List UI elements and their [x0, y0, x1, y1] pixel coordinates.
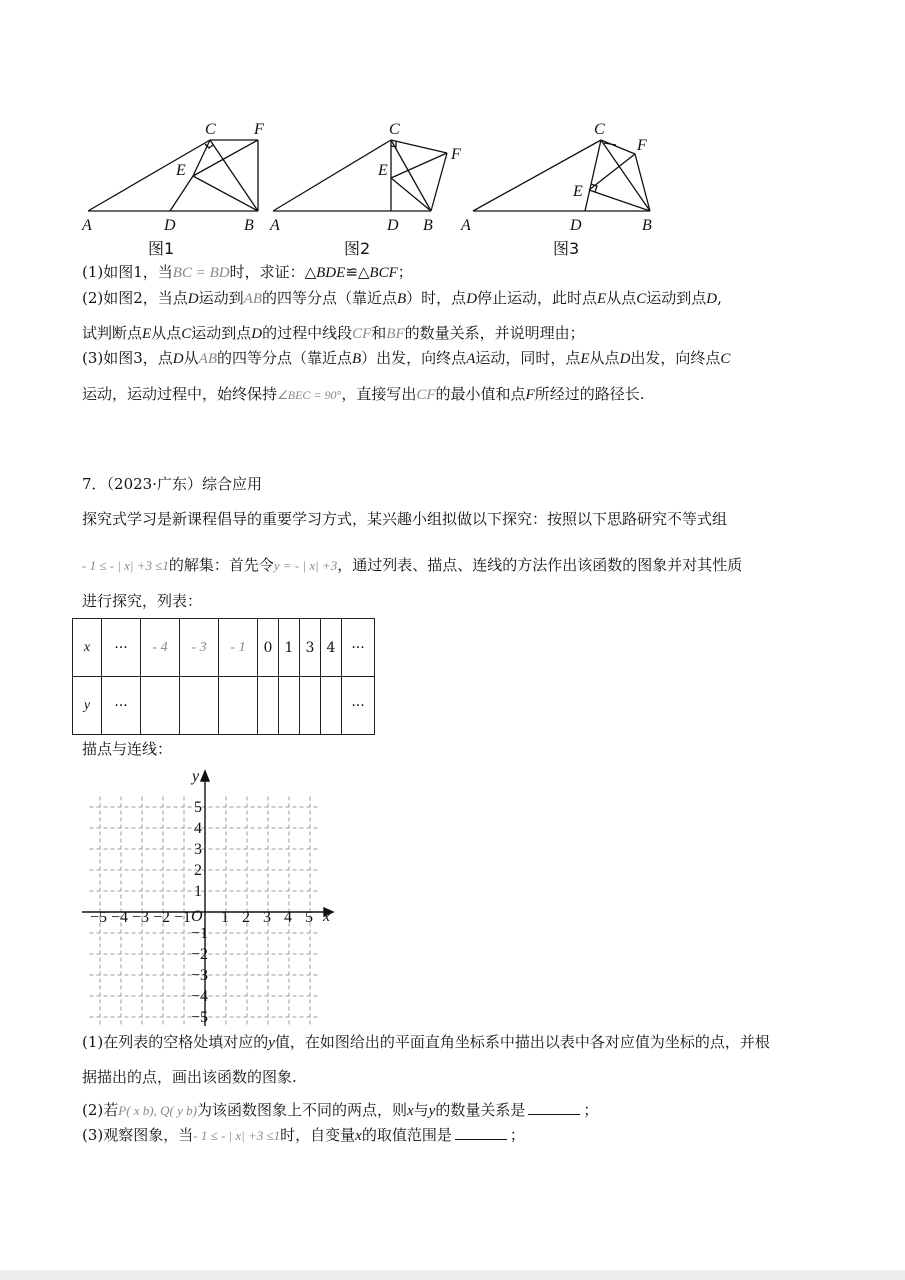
y-tick-label: −4	[191, 988, 209, 1005]
table-cell: - 1	[219, 619, 258, 677]
table-cell: 4	[321, 619, 342, 677]
page-footer-bar	[0, 1270, 905, 1280]
fig2-caption: 图2	[344, 239, 371, 258]
fig3-label-a: A	[461, 217, 471, 234]
fig3-label-e: E	[573, 183, 583, 200]
fig2-label-e: E	[378, 162, 388, 179]
x-tick-label: −2	[153, 909, 171, 926]
x-tick-label: 1	[221, 909, 229, 926]
fig3-label-d: D	[570, 217, 582, 234]
q7-sub3: (3)观察图象，当- 1 ≤ - | x| +3 ≤1时，自变量x的取值范围是 ；	[82, 1126, 525, 1144]
answer-blank-3[interactable]	[455, 1125, 507, 1140]
fig1-label-d: D	[164, 217, 176, 234]
table-cell: ···	[342, 619, 375, 677]
q7-intro-line1: 探究式学习是新课程倡导的重要学习方式，某兴趣小组拟做以下探究：按照以下思路研究不等式组	[82, 510, 728, 528]
fig2-label-d: D	[387, 217, 399, 234]
fig1-label-f: F	[254, 121, 264, 138]
table-cell	[258, 677, 279, 735]
x-tick-label: 4	[284, 909, 292, 926]
table-header-x: x	[73, 619, 102, 677]
x-tick-label: −5	[90, 909, 108, 926]
q6-part2-line1: (2)如图2，当点D运动到AB的四等分点（靠近点B）时，点D停止运动，此时点E从点C运动到点D,	[82, 289, 722, 307]
table-cell: 0	[258, 619, 279, 677]
table-cell: ···	[102, 677, 141, 735]
table-cell	[300, 677, 321, 735]
q7-intro-line3: 进行探究，列表：	[82, 592, 203, 610]
fig1-caption: 图1	[148, 239, 175, 258]
table-row-y	[73, 677, 375, 735]
table-cell	[180, 677, 219, 735]
q6-part3-line2: 运动，运动过程中，始终保持∠BEC = 90°，直接写出CF的最小值和点F所经过的路径长.	[82, 385, 645, 403]
fig3-label-b: B	[642, 217, 652, 234]
x-tick-label: 3	[263, 909, 271, 926]
x-tick-label: 2	[242, 909, 250, 926]
answer-blank-2[interactable]	[528, 1100, 580, 1115]
table-cell: 1	[279, 619, 300, 677]
table-cell	[219, 677, 258, 735]
q7-intro-line2: - 1 ≤ - | x| +3 ≤1的解集：首先令y = - | x| +3，通过列表、描点、连线的方法作出该函数的图象并对其性质	[82, 556, 743, 574]
y-tick-label: 1	[194, 883, 202, 900]
fig2-label-a: A	[270, 217, 280, 234]
origin-label: O	[191, 908, 203, 925]
fig2-label-c: C	[389, 121, 400, 138]
fig1-label-c: C	[205, 121, 216, 138]
fig2-label-f: F	[451, 146, 461, 163]
q7-sub1-line2: 据描出的点，画出该函数的图象.	[82, 1068, 297, 1086]
coordinate-grid	[0, 755, 905, 1040]
y-tick-label: −1	[191, 925, 209, 942]
x-tick-label: −4	[111, 909, 129, 926]
y-tick-label: 4	[194, 820, 202, 837]
q7-header: 7．（2023·广东）综合应用	[82, 475, 262, 493]
q6-part1: (1)如图1，当BC = BD时，求证：△BDE≌△BCF；	[82, 263, 413, 281]
y-tick-label: −3	[191, 967, 209, 984]
fig3-label-c: C	[594, 121, 605, 138]
fig3-caption: 图3	[553, 239, 580, 258]
q6-part2-line2: 试判断点E从点C运动到点D的过程中线段CF和BF的数量关系，并说明理由；	[82, 324, 585, 342]
fig1-label-e: E	[176, 162, 186, 179]
fig3-label-f: F	[637, 137, 647, 154]
table-cell: - 4	[141, 619, 180, 677]
table-cell: ···	[102, 619, 141, 677]
q7-sub2: (2)若P( x b), Q( y b)为该函数图象上不同的两点，则x与y的数量关系是 ；	[82, 1101, 599, 1119]
y-tick-label: −2	[191, 946, 209, 963]
fig1-label-a: A	[82, 217, 92, 234]
table-cell	[141, 677, 180, 735]
x-tick-label: −3	[132, 909, 150, 926]
table-row-x	[73, 619, 375, 677]
table-cell: 3	[300, 619, 321, 677]
table-cell: ···	[342, 677, 375, 735]
fig2-label-b: B	[423, 217, 433, 234]
geometry-figures	[0, 0, 905, 240]
table-cell	[321, 677, 342, 735]
q6-part3-line1: (3)如图3，点D从AB的四等分点（靠近点B）出发，向终点A运动，同时，点E从点D出发，向终点C	[82, 349, 731, 367]
table-cell	[279, 677, 300, 735]
q7-sub1-line1: (1)在列表的空格处填对应的y值，在如图给出的平面直角坐标系中描出以表中各对应值为坐标的点，并根	[82, 1033, 770, 1051]
y-tick-label: 3	[194, 841, 202, 858]
y-axis-label: y	[192, 768, 200, 785]
x-tick-label: −1	[174, 909, 192, 926]
table-cell: - 3	[180, 619, 219, 677]
y-tick-label: −5	[191, 1009, 209, 1026]
fig1-label-b: B	[244, 217, 254, 234]
y-tick-label: 2	[194, 862, 202, 879]
plot-instruction: 描点与连线：	[82, 740, 173, 758]
x-tick-label: 5	[305, 909, 313, 926]
x-axis-label: x	[323, 908, 331, 925]
y-tick-label: 5	[194, 799, 202, 816]
value-table	[72, 618, 375, 735]
table-header-y: y	[73, 677, 102, 735]
